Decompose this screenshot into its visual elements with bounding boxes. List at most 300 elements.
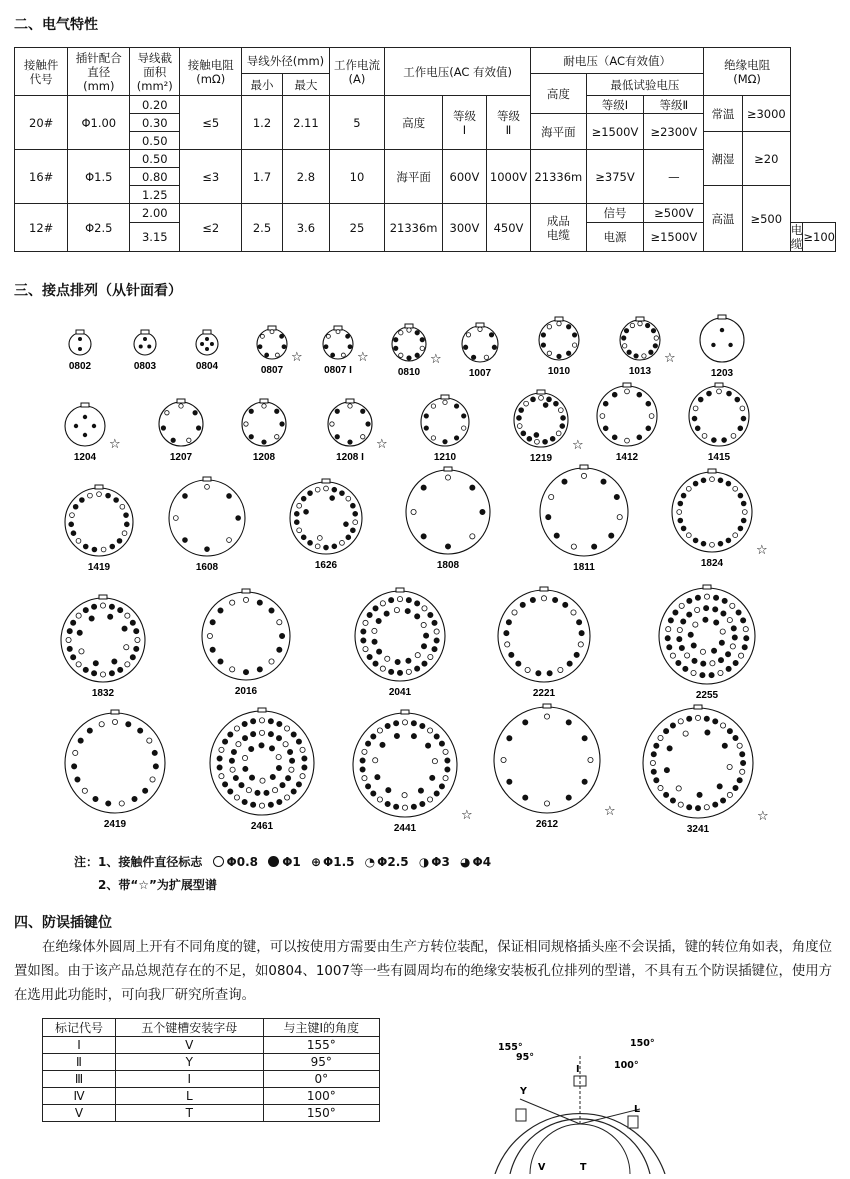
hdr-withstand: 耐电压（AC有效值） [531, 48, 704, 74]
contact-pin [119, 801, 124, 806]
contact-pin [507, 779, 512, 784]
contact-pin [259, 803, 264, 808]
contact-pin [733, 735, 738, 740]
contact-pin [693, 406, 698, 411]
contact-pin [297, 503, 302, 508]
contact-pin [718, 670, 723, 675]
wv-g2-hdr: 等级Ⅱ [486, 96, 530, 150]
contact-pin [664, 792, 669, 797]
contact-pin [262, 440, 266, 444]
contact-pin [406, 658, 411, 663]
contact-pin [431, 404, 435, 408]
contact-pin [547, 351, 551, 355]
contact-pin [251, 732, 256, 737]
contact-pin [79, 498, 84, 503]
contact-pin [679, 603, 684, 608]
contact-pin [112, 719, 117, 724]
contact-pin [385, 801, 390, 806]
contact-pin [704, 716, 709, 721]
contact-pin [654, 743, 659, 748]
contact-pin [567, 661, 572, 666]
row-dia: Φ1.00 [68, 96, 130, 150]
contact-pin [561, 416, 566, 421]
contact-pin [617, 515, 622, 520]
contact-pin [371, 734, 376, 739]
hdr-insulation: 绝缘电阻 (MΩ) [704, 48, 791, 96]
contact-pin [445, 475, 450, 480]
key-tab [177, 399, 185, 403]
contact-pin [394, 721, 399, 726]
contact-pin [100, 603, 105, 608]
contact-pin [294, 520, 299, 525]
key-cell: V [116, 1037, 264, 1054]
contact-pin [270, 774, 275, 779]
contact-pin [547, 325, 551, 329]
contact-pin [77, 630, 82, 635]
key-tab [322, 479, 330, 483]
legend-filled-circle-icon [268, 856, 279, 867]
contact-pin [291, 732, 296, 737]
contact-pin [411, 721, 416, 726]
layout-code-label: 1203 [710, 368, 734, 379]
contact-pin [411, 509, 416, 514]
contact-pin [83, 544, 88, 549]
contact-pin [741, 501, 746, 506]
key-cell: L [116, 1088, 264, 1105]
contact-pin [397, 670, 402, 675]
contact-pin [402, 793, 407, 798]
contact-pin [612, 435, 617, 440]
contact-pin [242, 799, 247, 804]
layout-code-label: 1208 [252, 452, 276, 463]
contact-pin [71, 655, 76, 660]
row-area: 3.15 [130, 223, 180, 252]
hdr-pin-diameter: 插针配合直径 (mm) [68, 48, 130, 96]
contact-pin [231, 749, 236, 754]
contact-pin [634, 354, 638, 358]
contact-pin [582, 736, 587, 741]
contact-pin [385, 723, 390, 728]
wv-alt-hdr: 高度 [385, 96, 443, 150]
contact-pin [407, 356, 411, 360]
layout-code-label: 2016 [234, 686, 258, 697]
contact-pin [282, 345, 286, 349]
contact-pin [147, 738, 152, 743]
contact-pin [560, 424, 565, 429]
ws-sea-g2: ≥2300V [644, 114, 704, 150]
contact-pin [521, 431, 526, 436]
contact-pin [300, 747, 305, 752]
contact-pin [280, 783, 285, 788]
key-tab [260, 399, 268, 403]
contact-pin [73, 750, 78, 755]
contact-pin [284, 726, 289, 731]
contact-pin [550, 436, 555, 441]
contact-pin [72, 764, 77, 769]
contact-pin [504, 631, 509, 636]
contact-pin [695, 607, 700, 612]
contact-pin [200, 342, 204, 346]
extended-star-icon: ☆ [109, 437, 121, 452]
contact-pin [713, 595, 718, 600]
contact-pin [722, 743, 727, 748]
contact-pin [249, 775, 254, 780]
key-tab [401, 710, 409, 714]
contact-pin [350, 528, 355, 533]
contact-pin [566, 325, 570, 329]
contact-pin [685, 653, 690, 658]
key-tab [543, 704, 551, 708]
layout-face-2419 [65, 713, 165, 813]
wv-r1-alt: 海平面 [385, 150, 443, 204]
contact-pin [75, 777, 80, 782]
contact-pin [624, 328, 628, 332]
contact-pin [731, 626, 736, 631]
contact-pin [665, 636, 670, 641]
contact-pin [340, 540, 345, 545]
contact-pin [74, 424, 78, 428]
layout-code-label: 1010 [547, 366, 571, 377]
ws-sea-g1: ≥1500V [586, 114, 644, 150]
layout-face-1204 [65, 406, 105, 446]
layout-face-0803 [134, 333, 156, 355]
key-tab [81, 403, 89, 407]
contact-pin [67, 646, 72, 651]
wv-r2-g1: 300V [443, 204, 487, 252]
row-res: ≤5 [180, 96, 242, 150]
extended-star-icon: ☆ [572, 438, 584, 453]
contact-pin [649, 350, 653, 354]
contact-pin [428, 612, 433, 617]
layout-code-label: 1824 [700, 558, 724, 569]
contact-pin [330, 496, 335, 501]
ws-g2-hdr: 等级Ⅱ [644, 96, 704, 114]
contact-pin [362, 776, 367, 781]
contact-pin [219, 774, 224, 779]
extended-star-icon: ☆ [291, 350, 303, 365]
key-tab [203, 330, 211, 334]
contact-pin [717, 389, 722, 394]
contact-pin [91, 671, 96, 676]
contact-pin [346, 535, 351, 540]
layout-code-label: 2461 [250, 821, 274, 832]
key-l-label: L [634, 1104, 641, 1115]
contact-pin [731, 434, 736, 439]
contact-pin [394, 337, 398, 341]
ws-sea: 海平面 [531, 114, 586, 150]
contact-pin [124, 645, 129, 650]
row-max: 2.8 [282, 150, 329, 204]
contact-pin [92, 424, 96, 428]
key-i-label: I [576, 1064, 580, 1075]
layout-face-1219 [514, 393, 568, 447]
contact-pin [230, 767, 235, 772]
contact-pin [601, 479, 606, 484]
contact-pin [99, 722, 104, 727]
layout-face-2016 [202, 592, 290, 680]
row-dia: Φ2.5 [68, 204, 130, 252]
row-res: ≤2 [180, 204, 242, 252]
contact-pin [125, 613, 130, 618]
contact-pin [280, 422, 284, 426]
contact-pin [695, 426, 700, 431]
row-res: ≤3 [180, 150, 242, 204]
contact-pin [544, 801, 549, 806]
layout-code-label: 1832 [91, 688, 115, 699]
contact-pin [517, 416, 522, 421]
contact-pin [78, 738, 83, 743]
contact-pin [243, 766, 248, 771]
contact-pin [625, 438, 630, 443]
key-cell: Ⅱ [43, 1054, 116, 1071]
contact-pin [726, 538, 731, 543]
contact-pin [574, 652, 579, 657]
legend-d08: Φ0.8 [226, 855, 259, 869]
angle-155-label: 155° [498, 1042, 523, 1053]
layout-code-label: 0803 [133, 361, 157, 372]
contact-pin [710, 477, 715, 482]
contact-pin [161, 426, 165, 430]
contact-pin [275, 353, 279, 357]
layout-face-2461 [210, 711, 314, 815]
contact-pin [373, 606, 378, 611]
contact-pin [340, 491, 345, 496]
layout-face-1824 [672, 472, 752, 552]
key-tab [537, 390, 545, 394]
contact-pin [728, 343, 732, 347]
layout-face-1208 [242, 402, 286, 446]
contact-pin [713, 719, 718, 724]
contact-pin [217, 756, 222, 761]
contact-pin [434, 629, 439, 634]
contact-pin [268, 732, 273, 737]
contact-pin [726, 666, 731, 671]
contact-pin [667, 645, 672, 650]
contact-pin [501, 757, 506, 762]
contact-pin [373, 758, 378, 763]
contact-pin [681, 619, 686, 624]
contact-pin [742, 645, 747, 650]
row-code: 12# [15, 204, 68, 252]
contact-pin [92, 547, 97, 552]
layout-face-1832 [61, 598, 145, 682]
contact-pin [255, 790, 260, 795]
wv-r1-g1: 600V [443, 150, 487, 204]
layout-code-label: 1007 [468, 368, 492, 379]
layout-code-label: 1811 [573, 562, 595, 573]
contact-pin [733, 486, 738, 491]
extended-star-icon: ☆ [376, 437, 388, 452]
contact-pin [603, 426, 608, 431]
key-cell: 0° [263, 1071, 379, 1088]
contact-pin [415, 614, 420, 619]
contact-pin [704, 805, 709, 810]
contact-pin [260, 334, 264, 338]
contact-pin [217, 765, 222, 770]
layout-code-label: 1208 I [336, 452, 364, 463]
contact-pin [83, 608, 88, 613]
contact-pin [243, 597, 248, 602]
contact-pin [707, 391, 712, 396]
contact-pin [546, 515, 551, 520]
contact-pin [609, 533, 614, 538]
contact-pin [727, 792, 732, 797]
legend-prefix: 注：1、接触件直径标志 [74, 855, 203, 869]
contact-pin [439, 741, 444, 746]
contact-pin [259, 730, 264, 735]
contact-pin [686, 533, 691, 538]
contact-pin [422, 606, 427, 611]
layout-code-label: 0804 [195, 361, 219, 372]
contact-pin [218, 659, 223, 664]
contact-pin [277, 799, 282, 804]
contact-pin [720, 629, 725, 634]
layout-code-label: 2221 [532, 688, 556, 699]
contact-pin [277, 721, 282, 726]
contact-pin [700, 672, 705, 677]
contact-pin [443, 439, 447, 443]
contact-pin [269, 659, 274, 664]
contact-pin [258, 345, 262, 349]
contact-pin [69, 522, 74, 527]
contact-pin [572, 333, 576, 337]
contact-pin [714, 620, 719, 625]
legend-d1: Φ1 [282, 855, 301, 869]
contact-pin [218, 608, 223, 613]
ins-humid-v: ≥20 [742, 132, 790, 186]
contact-pin [377, 728, 382, 733]
layout-code-label: 2041 [388, 687, 412, 698]
contact-pin [687, 716, 692, 721]
contact-pin [711, 648, 716, 653]
row-current: 5 [329, 96, 384, 150]
contact-pin [389, 669, 394, 674]
contact-pin [373, 661, 378, 666]
key-tab [715, 383, 723, 387]
contact-pin [389, 598, 394, 603]
contact-pin [268, 802, 273, 807]
contact-pin [143, 788, 148, 793]
contact-pin [720, 723, 725, 728]
key-tab [242, 589, 250, 593]
contact-pin [284, 795, 289, 800]
contact-pin [83, 667, 88, 672]
layout-face-0804 [196, 333, 218, 355]
contact-pin [386, 788, 391, 793]
contact-pin [371, 791, 376, 796]
contact-pin [108, 614, 113, 619]
hdr-wire-area: 导线截面积 (mm²) [130, 48, 180, 96]
contact-pin [462, 426, 466, 430]
key-tab [636, 317, 644, 321]
hdr-contact-res: 接触电阻 (mΩ) [180, 48, 242, 96]
contact-pin [415, 353, 419, 357]
contact-pin [360, 767, 365, 772]
contact-pin [399, 331, 403, 335]
contact-pin [365, 784, 370, 789]
contact-pin [658, 785, 663, 790]
contact-pin [534, 433, 539, 438]
contact-pin [530, 597, 535, 602]
wv-g1-hdr: 等级Ⅰ [443, 96, 487, 150]
contact-pin [251, 802, 256, 807]
key-tab [708, 469, 716, 473]
contact-pin [678, 518, 683, 523]
key-angle-table [42, 1018, 380, 1122]
contact-pin [544, 714, 549, 719]
contact-pin [556, 431, 561, 436]
contact-pin [411, 734, 416, 739]
contact-pin [242, 721, 247, 726]
contact-pin [91, 604, 96, 609]
layout-code-label: 0802 [68, 361, 92, 372]
contact-pin [265, 353, 269, 357]
ins-normal-v: ≥3000 [742, 96, 790, 132]
contact-pin [614, 494, 619, 499]
contact-pin [742, 510, 747, 515]
contact-pin [582, 779, 587, 784]
contact-pin [302, 756, 307, 761]
contact-pin [110, 544, 115, 549]
contact-pin [543, 439, 548, 444]
contact-pin [524, 401, 529, 406]
contact-pin [279, 633, 284, 638]
contact-pin [205, 547, 210, 552]
ins-cable-v: ≥100 [803, 223, 836, 252]
contact-pin [411, 804, 416, 809]
hdr-current: 工作电流 (A) [329, 48, 384, 96]
contact-pin [134, 628, 139, 633]
contact-pin [106, 493, 111, 498]
contact-pin [566, 351, 570, 355]
contact-pin [67, 628, 72, 633]
contact-pin [78, 347, 82, 351]
contact-pin [687, 612, 692, 617]
contact-pin [234, 795, 239, 800]
contact-pin [625, 389, 630, 394]
layout-face-2041 [355, 591, 445, 681]
contact-pin [324, 486, 329, 491]
contact-pin [489, 333, 493, 337]
ins-normal: 常温 [704, 96, 742, 132]
contact-pin [557, 321, 561, 325]
contact-pin [421, 534, 426, 539]
contact-pin [509, 652, 514, 657]
contact-pin [600, 414, 605, 419]
contact-pin [300, 774, 305, 779]
contact-pin [394, 346, 398, 350]
contact-pin [679, 645, 684, 650]
key-cell: Y [116, 1054, 264, 1071]
contact-pin [377, 649, 382, 654]
row-max: 2.11 [282, 96, 329, 150]
contact-pin [627, 350, 631, 354]
contact-pin [205, 347, 209, 351]
key-hdr: 与主键Ⅰ的角度 [263, 1019, 379, 1037]
contact-pin [434, 638, 439, 643]
contact-pin [709, 672, 714, 677]
key-tab [703, 585, 711, 589]
contact-pin [738, 493, 743, 498]
key-tab [111, 710, 119, 714]
key-tab [346, 399, 354, 403]
row-area: 1.25 [130, 186, 180, 204]
contact-pin [348, 440, 352, 444]
contact-pin [124, 513, 129, 518]
contact-pin [638, 321, 642, 325]
ins-humid: 潮湿 [704, 132, 742, 186]
contact-pin [443, 400, 447, 404]
